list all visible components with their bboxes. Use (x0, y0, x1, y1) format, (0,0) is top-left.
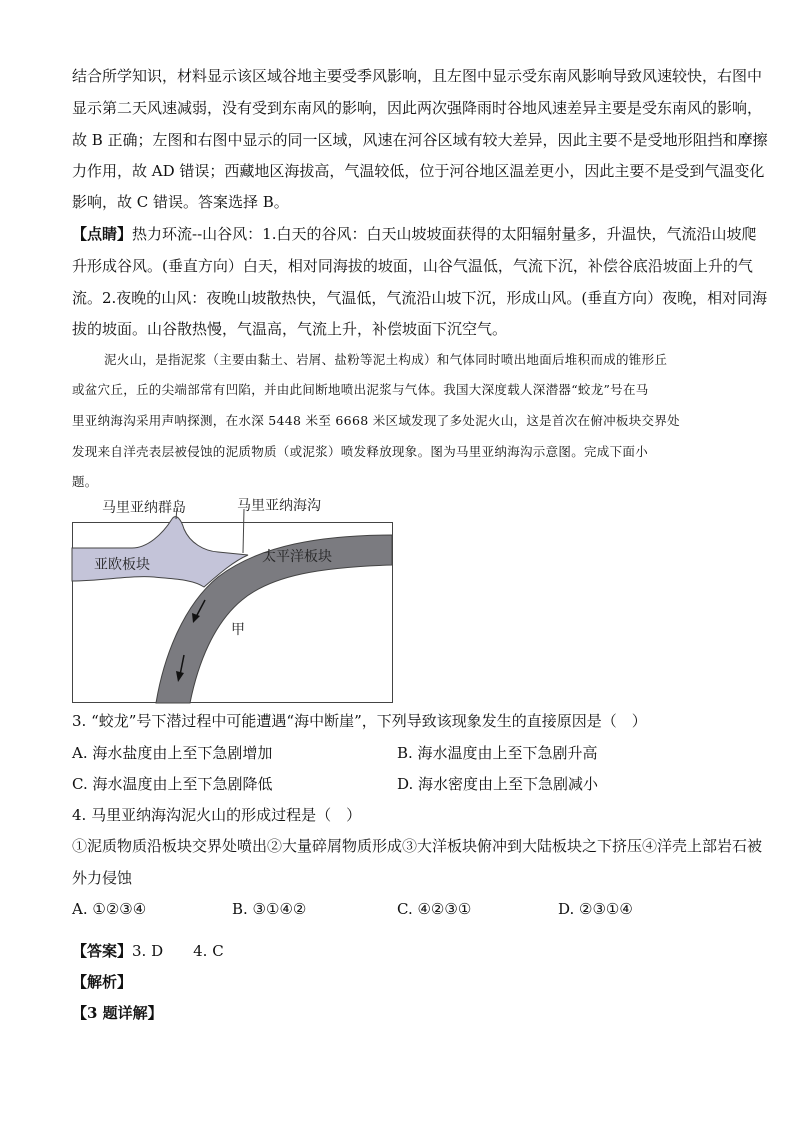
answer-text: 3. D 4. C (132, 942, 224, 960)
analysis-tag: 【解析】 (72, 973, 133, 991)
q4-option-c[interactable]: C. ④②③① (397, 900, 472, 918)
tip-line: 升形成谷风。(垂直方向）白天，相对同海拔的坡面，山谷气温低，气流下沉，补偿谷底沿坡面上升的气 (72, 257, 753, 275)
q4-option-b[interactable]: B. ③①④② (232, 900, 307, 918)
trench-label: 马里亚纳海沟 (237, 498, 321, 514)
tip-line-first (72, 224, 756, 244)
trench-leader-line (243, 509, 244, 553)
tip-text: 热力环流--山谷风：1.白天的谷风：白天山坡坡面获得的太阳辐射量多，升温快，气流沿山坡爬 (132, 225, 757, 243)
tip-line: 拔的坡面。山谷散热慢，气温高，气流上升，补偿坡面下沉空气。 (72, 320, 508, 338)
q3-option-d[interactable]: D. 海水密度由上至下急剧减小 (397, 775, 599, 793)
q4-stem: 4. 马里亚纳海沟泥火山的形成过程是（ ） (72, 806, 362, 824)
explanation-line: 结合所学知识，材料显示该区域谷地主要受季风影响，且左图中显示受东南风影响导致风速较快，右图中 (72, 67, 763, 85)
explanation-line: 故 B 正确；左图和右图中显示的同一区域，风速在河谷区域有较大差异，因此主要不是受地形阻挡和摩擦 (72, 131, 768, 149)
islands-label: 马里亚纳群岛 (102, 500, 186, 516)
tip-line: 流。2.夜晚的山风：夜晚山坡散热快，气温低，气流沿山坡下沉，形成山风。(垂直方向）夜晚，相对同海 (72, 289, 768, 307)
q3-option-c[interactable]: C. 海水温度由上至下急剧降低 (72, 775, 273, 793)
passage-line: 发现来自洋壳表层被侵蚀的泥质物质（或泥浆）喷发释放现象。图为马里亚纳海沟示意图。完成下面小 (72, 444, 649, 459)
q4-items-line: 外力侵蚀 (72, 869, 133, 887)
trench-diagram (72, 495, 394, 703)
pacific-plate-label: 太平洋板块 (262, 549, 332, 565)
answer-line (72, 941, 224, 961)
q3-stem: 3. “蛟龙”号下潜过程中可能遭遇“海中断崖”，下列导致该现象发生的直接原因是（ ） (72, 712, 647, 730)
passage-line: 题。 (72, 474, 98, 489)
mariana-trench-figure (72, 495, 394, 703)
answer-tag: 【答案】 (72, 942, 133, 960)
q4-items-line: ①泥质物质沿板块交界处喷出②大量碎屑物质形成③大洋板块俯冲到大陆板块之下挤压④洋壳上部岩石被 (72, 837, 763, 855)
q4-option-d[interactable]: D. ②③①④ (558, 900, 633, 918)
passage-line: 泥火山，是指泥浆（主要由黏土、岩屑、盐粉等泥土构成）和气体同时喷出地面后堆积而成的锥形丘 (104, 352, 668, 367)
q4-option-a[interactable]: A. ①②③④ (72, 900, 147, 918)
eurasian-plate-label: 亚欧板块 (94, 557, 150, 573)
explanation-line: 力作用，故 AD 错误；西藏地区海拔高，气温较低，位于河谷地区温差更小，因此主要不是受到气温变化 (72, 162, 765, 180)
tip-tag: 【点睛】 (72, 225, 133, 243)
q3-option-a[interactable]: A. 海水盐度由上至下急剧增加 (72, 744, 273, 762)
passage-line: 里亚纳海沟采用声呐探测，在水深 5448 米至 6668 米区域发现了多处泥火山，这是首次在俯冲板块交界处 (72, 413, 680, 428)
q3-detail-tag: 【3 题详解】 (72, 1004, 163, 1022)
jia-label: 甲 (231, 622, 245, 638)
explanation-line: 显示第二天风速减弱，没有受到东南风的影响，因此两次强降雨时谷地风速差异主要是受东南风的影响， (72, 99, 763, 117)
passage-line: 或盆穴丘，丘的尖端部常有凹陷，并由此间断地喷出泥浆与气体。我国大深度载人深潜器“蛟龙”号在马 (72, 382, 649, 397)
q3-option-b[interactable]: B. 海水温度由上至下急剧升高 (397, 744, 598, 762)
explanation-line: 影响，故 C 错误。答案选择 B。 (72, 193, 289, 211)
